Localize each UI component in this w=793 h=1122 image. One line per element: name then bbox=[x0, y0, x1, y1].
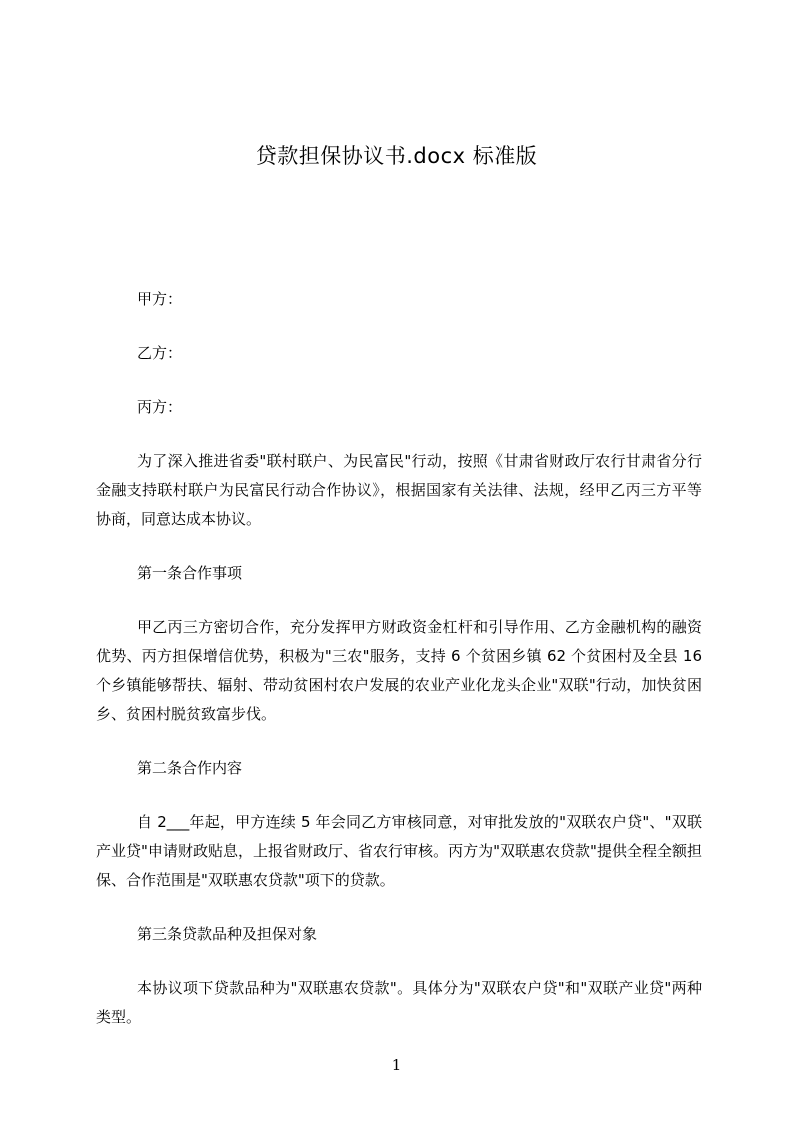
section-body: 本协议项下贷款品种为"双联惠农贷款"。具体分为"双联农户贷"和"双联产业贷"两种类型。 bbox=[96, 979, 702, 1026]
section-body: 自 2___年起，甲方连续 5 年会同乙方审核同意，对审批发放的"双联农户贷"、"双联产业贷"申请财政贴息，上报省财政厅、省农行审核。丙方为"双联惠农贷款"提供全程全额担保、合作范围是"双联惠农贷款"项下的贷款。 bbox=[96, 813, 702, 889]
party-a-label: 甲方： bbox=[137, 290, 183, 308]
section-heading: 第二条合作内容 bbox=[137, 759, 243, 777]
document-body bbox=[96, 285, 702, 1057]
section-heading: 第一条合作事项 bbox=[137, 564, 243, 582]
page-number: 1 bbox=[391, 1056, 402, 1074]
section-heading: 第三条贷款品种及担保对象 bbox=[137, 925, 318, 943]
intro-paragraph: 为了深入推进省委"联村联户、为民富民"行动，按照《甘肃省财政厅农行甘肃省分行金融支持联村联户为民富民行动合作协议》，根据国家有关法律、法规，经甲乙丙三方平等协商，同意达成本协议。 bbox=[96, 452, 702, 528]
document-title: 贷款担保协议书.docx 标准版 bbox=[255, 144, 538, 168]
section-body: 甲乙丙三方密切合作，充分发挥甲方财政资金杠杆和引导作用、乙方金融机构的融资优势、丙方担保增信优势，积极为"三农"服务，支持 6 个贫困乡镇 62 个贫困村及全县 16 个乡镇能够帮扶、辐射、带动贫困村农户发展的农业产业化龙头企业"双联"行动，加快贫困乡、贫困村脱贫致富步伐。 bbox=[96, 618, 702, 723]
party-b-label: 乙方： bbox=[137, 344, 183, 362]
party-c-label: 丙方： bbox=[137, 398, 183, 416]
